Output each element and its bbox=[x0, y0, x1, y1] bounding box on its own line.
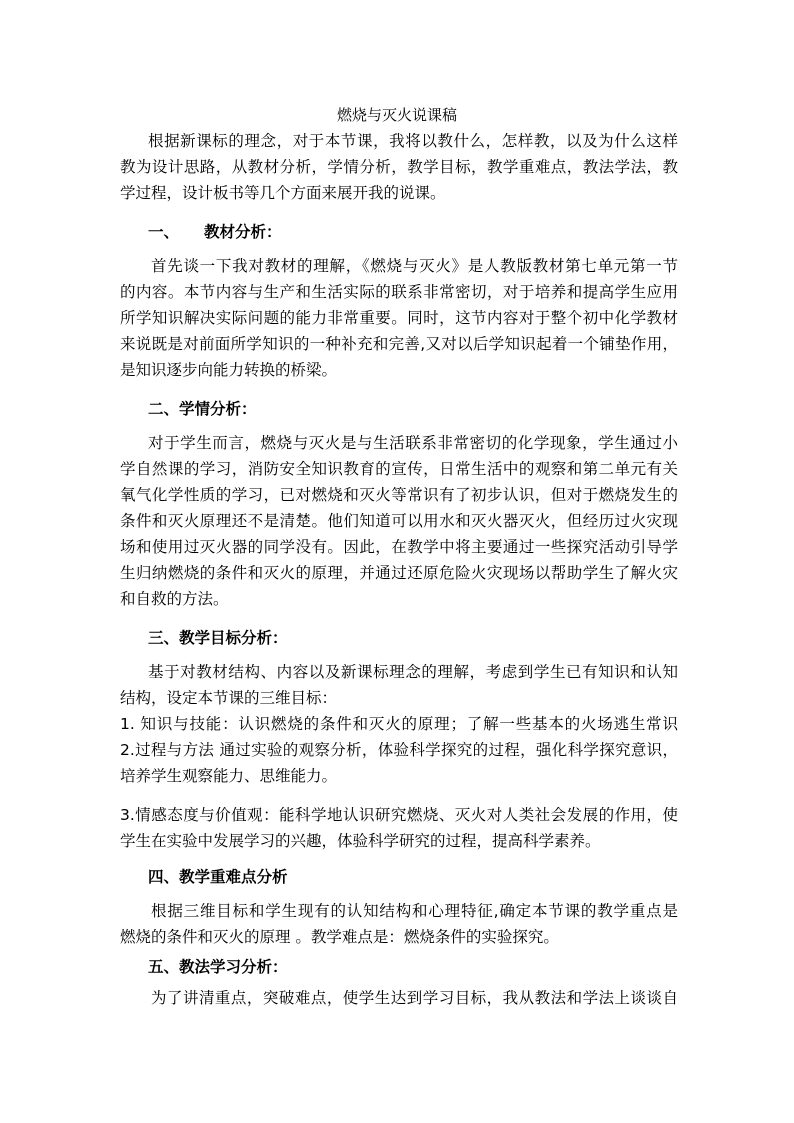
document-title: 燃烧与灭火说课稿 bbox=[336, 106, 457, 124]
section-3-goal-2-cont: 培养学生观察能力、思维能力。 bbox=[120, 767, 338, 785]
section-2-line-3: 氧气化学性质的学习，已对燃烧和灭火等常识有了初步认识，但对于燃烧发生的 bbox=[120, 486, 678, 504]
section-1-heading: 教材分析： bbox=[204, 223, 282, 241]
section-1-number: 一、 bbox=[148, 223, 180, 241]
section-1-line-1: 首先谈一下我对教材的理解，《燃烧与灭火》是人教版教材第七单元第一节 bbox=[151, 257, 678, 275]
section-2-line-5: 场和使用过灭火器的同学没有。因此，在教学中将主要通过一些探究活动引导学 bbox=[120, 538, 678, 556]
section-3-goal-3-cont: 学生在实验中发展学习的兴趣，体验科学研究的过程，提高科学素养。 bbox=[120, 832, 601, 850]
section-5-line-1: 为了讲清重点，突破难点，使学生达到学习目标，我从教法和学法上谈谈自 bbox=[151, 989, 678, 1007]
section-1-line-2: 的内容。本节内容与生产和生活实际的联系非常密切，对于培养和提高学生应用 bbox=[120, 283, 678, 301]
section-5-heading: 五、教法学习分析： bbox=[148, 958, 288, 976]
section-2-line-1: 对于学生而言，燃烧与灭火是与生活联系非常密切的化学现象，学生通过小 bbox=[148, 434, 678, 452]
section-1-line-3: 所学知识解决实际问题的能力非常重要。同时，这节内容对于整个初中化学教材 bbox=[120, 309, 678, 327]
section-2-line-6: 生归纳燃烧的条件和灭火的原理，并通过还原危险火灾现场以帮助学生了解火灾 bbox=[120, 564, 678, 582]
section-1-line-4: 来说既是对前面所学知识的一种补充和完善,又对以后学知识起着一个铺垫作用， bbox=[120, 335, 678, 353]
section-2-heading: 二、学情分析： bbox=[148, 400, 257, 418]
section-3-goal-2: 2.过程与方法 通过实验的观察分析，体验科学探究的过程，强化科学探究意识， bbox=[120, 741, 678, 759]
section-1-line-5: 是知识逐步向能力转换的桥梁。 bbox=[120, 361, 338, 379]
section-4-line-2: 燃烧的条件和灭火的原理 。教学难点是：燃烧条件的实验探究。 bbox=[120, 928, 559, 946]
section-3-line-1: 基于对教材结构、内容以及新课标理念的理解，考虑到学生已有知识和认知 bbox=[148, 663, 678, 681]
section-2-line-7: 和自救的方法。 bbox=[120, 590, 229, 608]
intro-line-1: 根据新课标的理念，对于本节课，我将以教什么，怎样教，以及为什么这样 bbox=[148, 132, 678, 150]
section-4-heading: 四、教学重难点分析 bbox=[148, 868, 288, 886]
section-2-line-2: 学自然课的学习，消防安全知识教育的宣传，日常生活中的观察和第二单元有关 bbox=[120, 460, 678, 478]
section-4-line-1: 根据三维目标和学生现有的认知结构和心理特征,确定本节课的教学重点是 bbox=[151, 902, 678, 920]
section-3-goal-1: 1. 知识与技能：认识燃烧的条件和灭火的原理；了解一些基本的火场逃生常识 bbox=[120, 715, 678, 733]
section-3-heading: 三、教学目标分析： bbox=[148, 629, 288, 647]
section-2-line-4: 条件和灭火原理还不是清楚。他们知道可以用水和灭火器灭火，但经历过火灾现 bbox=[120, 512, 678, 530]
intro-line-2: 教为设计思路，从教材分析，学情分析，教学目标，教学重难点，教法学法，教 bbox=[120, 158, 678, 176]
section-3-line-2: 结构，设定本节课的三维目标： bbox=[120, 689, 338, 707]
intro-line-3: 学过程，设计板书等几个方面来展开我的说课。 bbox=[120, 184, 446, 202]
section-3-goal-3: 3.情感态度与价值观：能科学地认识研究燃烧、灭火对人类社会发展的作用，使 bbox=[120, 806, 678, 824]
